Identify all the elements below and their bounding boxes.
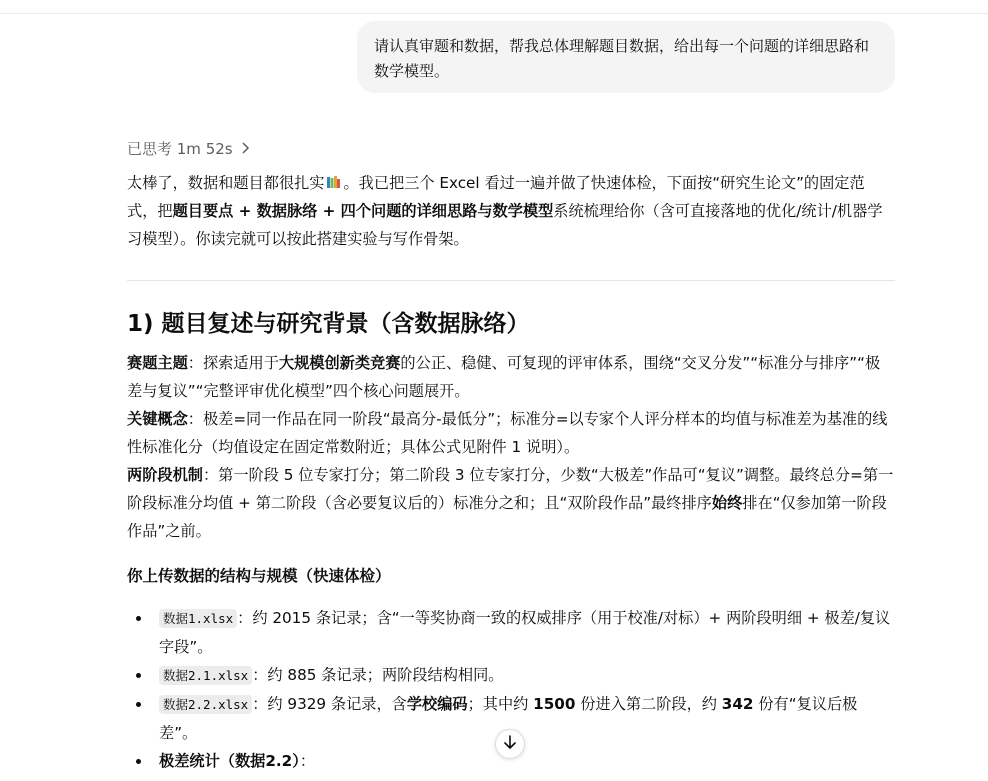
file-code: 数据1.xlsx: [159, 609, 237, 628]
chevron-right-icon: [240, 137, 250, 161]
list-item: [127, 661, 895, 690]
file-code: 数据2.2.xlsx: [159, 695, 252, 714]
thought-label: 已思考 1m 52s: [127, 140, 233, 158]
bullet-text: ：: [299, 752, 315, 770]
bullet-text: 份进入第二阶段，约: [575, 695, 722, 713]
arrow-down-icon: [503, 734, 517, 754]
concept-paragraph: [127, 405, 895, 461]
mechanism-text-2: 排在“仅参加第一阶段作品”之前。: [127, 494, 887, 540]
theme-bold: 大规模创新类竞赛: [278, 354, 401, 372]
bullet-text: ：约 2015 条记录；含“一等奖协商一致的权威排序（用于校准/对标）+ 两阶段明细 + 极差/复议字段”。: [159, 609, 891, 656]
bullet-text: ：约 9329 条记录，含: [252, 695, 407, 713]
thought-toggle[interactable]: [127, 137, 250, 161]
mechanism-bold: 始终: [711, 494, 743, 512]
bullet-bold: 学校编码: [406, 695, 468, 713]
bullet-dot: [136, 759, 141, 764]
mechanism-paragraph: [127, 461, 895, 545]
file-code: 数据2.1.xlsx: [159, 666, 252, 685]
bullet-text: ；其中约: [467, 695, 534, 713]
mechanism-text-1: ：第一阶段 5 位专家打分；第二阶段 3 位专家打分，少数“大极差”作品可“复议”调整。最终总分=第一阶段标准分均值 + 第二阶段（含必要复议后的）标准分之和；且“双阶段作品”最终排序: [127, 466, 894, 512]
bullet-bold: 342: [721, 695, 754, 713]
scroll-to-bottom-button[interactable]: [495, 729, 525, 759]
top-divider: [0, 13, 988, 14]
books-emoji-icon: [326, 171, 341, 186]
theme-label: 赛题主题: [127, 354, 188, 372]
data-heading: 你上传数据的结构与规模（快速体检）: [127, 567, 391, 585]
bullet-text: 份有“复议后极差”。: [159, 695, 858, 742]
intro-bold: 题目要点 + 数据脉络 + 四个问题的详细思路与数学模型: [172, 202, 554, 220]
concept-label: 关键概念: [127, 410, 188, 428]
bullet-dot: [136, 673, 141, 678]
theme-text-2: 的公正、稳健、可复现的评审体系，围绕“交叉分发”“标准分与排序”“极差与复议”“完整评审优化模型”四个核心问题展开。: [127, 354, 881, 400]
intro-text-1: 太棒了，数据和题目都很扎实: [127, 174, 325, 192]
theme-text-1: ：探索适用于: [187, 354, 279, 372]
intro-text-2: 。我已把三个 Excel 看过一遍并做了快速体检，下面按“研究生论文”的固定范式，把: [127, 174, 865, 220]
bullet-dot: [136, 616, 141, 621]
bullet-bold: 1500: [533, 695, 576, 713]
user-message-bubble: [357, 21, 895, 93]
section-divider: [127, 280, 895, 281]
bullet-dot: [136, 702, 141, 707]
section-heading: 1) 题目复述与研究背景（含数据脉络）: [127, 311, 530, 337]
theme-paragraph: [127, 349, 895, 405]
concept-text: ：极差=同一作品在同一阶段“最高分-最低分”；标准分=以专家个人评分样本的均值与标准差为基准的线性标准化分（均值设定在固定常数附近；具体公式见附件 1 说明）。: [127, 410, 888, 456]
mechanism-label: 两阶段机制: [127, 466, 203, 484]
bullet-text: ：约 885 条记录；两阶段结构相同。: [252, 666, 504, 684]
intro-paragraph: [127, 169, 895, 253]
intro-text-3: 系统梳理给你（含可直接落地的优化/统计/机器学习模型）。你读完就可以按此搭建实验与写作骨架。: [127, 202, 883, 248]
bullet-bold: 极差统计（数据2.2）: [159, 752, 300, 770]
list-item: [127, 604, 895, 661]
user-message-text: 请认真审题和数据，帮我总体理解题目数据，给出每一个问题的详细思路和数学模型。: [374, 37, 870, 80]
